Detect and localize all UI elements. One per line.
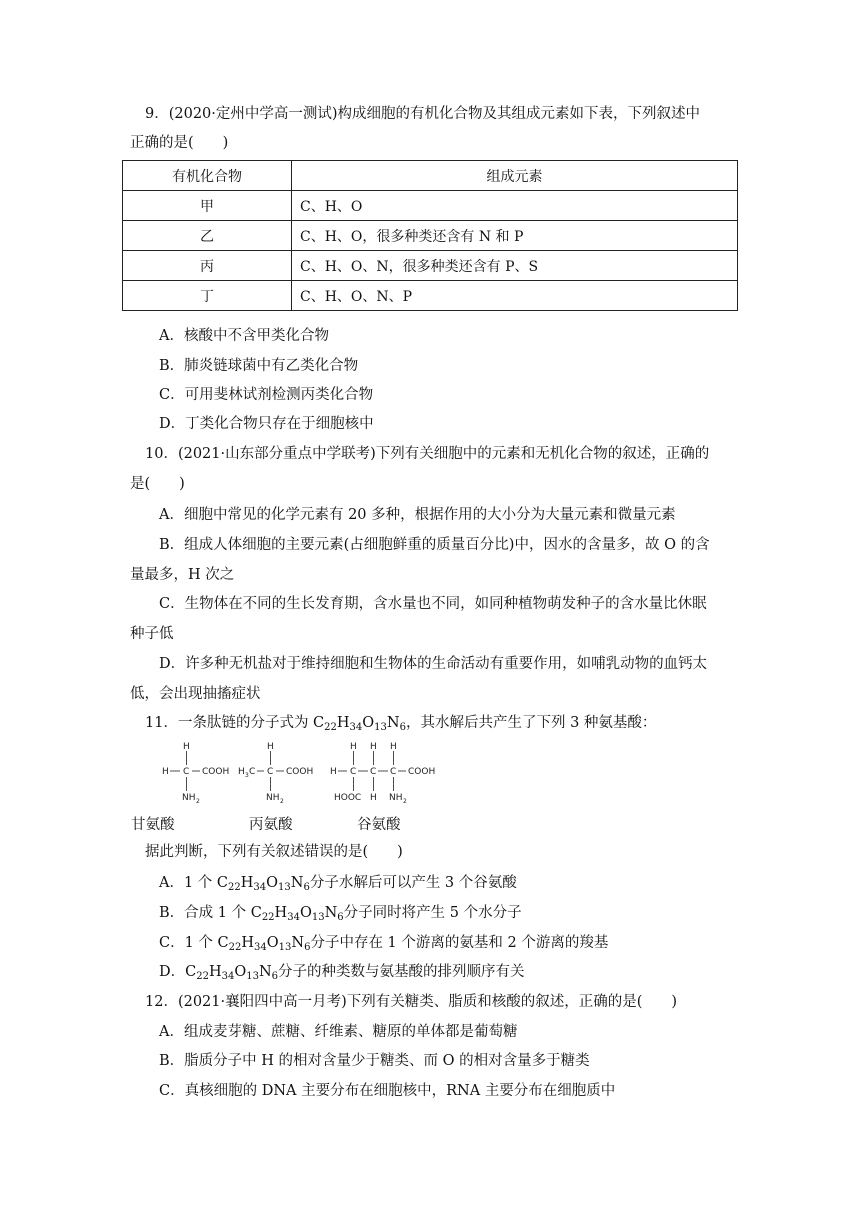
struct-label-nh: NH: [182, 793, 196, 803]
q11-stem-post: ，其水解后共产生了下列 3 种氨基酸：: [405, 715, 657, 731]
q12-option-b: B．脂质分子中 H 的相对含量少于糖类、而 O 的相对含量多于糖类: [159, 1053, 590, 1069]
q11-stem: [145, 713, 656, 733]
formula-sub: 34: [254, 942, 267, 953]
formula-sub: 6: [304, 942, 311, 953]
option-a-post: 分子水解后可以产生 3 个谷氨酸: [309, 875, 517, 891]
formula-n-letter: N: [291, 935, 305, 951]
formula-sub: 13: [278, 942, 292, 953]
struct-sub-2: 2: [196, 798, 200, 805]
struct-label-h: H: [162, 767, 169, 777]
struct-label-h: H: [183, 742, 190, 752]
formula-sub: 6: [303, 882, 310, 893]
q12-option-a: A．组成麦芽糖、蔗糖、纤维素、糖原的单体都是葡萄糖: [159, 1024, 518, 1040]
q9-option-c: C．可用斐林试剂检测丙类化合物: [159, 387, 374, 403]
q9-option-a: A．核酸中不含甲类化合物: [159, 328, 329, 344]
q11-option-d: [159, 962, 525, 982]
table-cell-elements: C、H、O、N、P: [292, 281, 738, 311]
formula-o-letter: O: [299, 905, 312, 921]
formula-o-letter: O: [266, 935, 279, 951]
table-header-row: [123, 161, 738, 191]
option-c-pre: C．1 个 C: [159, 935, 229, 951]
alanine-structure: [236, 740, 320, 809]
q11-option-c: [159, 933, 608, 953]
q10-stem-line-2: 是( ): [130, 476, 185, 492]
elements-table: [122, 160, 738, 311]
formula-sub: 13: [311, 912, 325, 923]
q12-option-c: C．真核细胞的 DNA 主要分布在细胞核中，RNA 主要分布在细胞质中: [159, 1083, 616, 1099]
table-row: [123, 251, 738, 281]
formula-n-letter: N: [258, 964, 272, 980]
formula-sub: 6: [271, 971, 279, 982]
q9-option-d: D．丁类化合物只存在于细胞核中: [159, 416, 374, 432]
glycine-structure: [160, 740, 240, 809]
glutamic-acid-structure: [328, 740, 440, 809]
q10-option-c-line-1: C．生物体在不同的生长发育期，含水量也不同，如同种植物萌发种子的含水量比休眠: [159, 596, 707, 612]
option-b-post: 分子同时将产生 5 个水分子: [343, 905, 522, 921]
table-cell-compound: 乙: [123, 221, 292, 251]
formula-o-count: 13: [374, 722, 387, 733]
struct-label-nh: NH: [389, 793, 403, 803]
option-d-pre: D．C: [159, 964, 197, 980]
q9-stem-line-2: 正确的是( ): [130, 135, 229, 151]
q10-stem-line-1: 10．(2021·山东部分重点中学联考)下列有关细胞中的元素和无机化合物的叙述，正确的: [145, 446, 710, 462]
struct-label-h: H: [370, 742, 377, 752]
struct-label-c: C: [390, 767, 397, 777]
formula-h-letter: H: [241, 935, 255, 951]
struct-label-cooh: COOH: [286, 767, 314, 777]
q9-option-b: B．肺炎链球菌中有乙类化合物: [159, 358, 359, 374]
struct-label-h: H: [330, 767, 337, 777]
formula-sub: 34: [253, 882, 267, 893]
formula-c-count: 22: [324, 722, 337, 733]
table-cell-elements: C、H、O、N，很多种类还含有 P、S: [292, 251, 738, 281]
formula-sub: 13: [246, 971, 259, 982]
table-cell-compound: 丁: [123, 281, 292, 311]
table-row: [123, 191, 738, 221]
struct-label-c: C: [183, 767, 190, 777]
struct-label-h: H: [350, 742, 357, 752]
table-cell-elements: C、H、O，很多种类还含有 N 和 P: [292, 221, 738, 251]
q10-option-a: A．细胞中常见的化学元素有 20 多种，根据作用的大小分为大量元素和微量元素: [159, 507, 676, 523]
formula-sub: 34: [287, 912, 300, 923]
formula-sub: 22: [196, 971, 209, 982]
formula-o-letter: O: [234, 964, 247, 980]
formula-sub: 13: [278, 882, 291, 893]
q11-stem-pre: 11．一条肽链的分子式为 C: [145, 715, 325, 731]
formula-sub: 34: [221, 971, 235, 982]
table-cell-compound: 甲: [123, 191, 292, 221]
table-cell-elements: C、H、O: [292, 191, 738, 221]
formula-o-letter: O: [362, 715, 375, 731]
option-d-post: 分子的种类数与氨基酸的排列顺序有关: [278, 964, 525, 980]
formula-sub: 6: [337, 912, 344, 923]
struct-label-c: C: [350, 767, 357, 777]
struct-label-h3c: H: [238, 767, 245, 777]
amino-acid-name-glutamic-acid: 谷氨酸: [357, 817, 401, 833]
q10-option-b-line-2: 量最多，H 次之: [130, 567, 235, 583]
struct-label-cooh: COOH: [202, 767, 230, 777]
q10-option-b-line-1: B．组成人体细胞的主要元素(占细胞鲜重的质量百分比)中，因水的含量多，故 O 的含: [159, 537, 710, 553]
table-row: [123, 281, 738, 311]
q9-stem-line-1: 9．(2020·定州中学高一测试)构成细胞的有机化合物及其组成元素如下表，下列叙述中: [145, 106, 701, 122]
formula-h-letter: H: [208, 964, 222, 980]
struct-sub-3: 3: [245, 772, 249, 779]
struct-sub-2: 2: [403, 798, 407, 805]
formula-o-letter: O: [266, 875, 279, 891]
table-cell-compound: 丙: [123, 251, 292, 281]
formula-h-letter: H: [240, 875, 254, 891]
table-row: [123, 221, 738, 251]
struct-label-h: H: [267, 742, 274, 752]
struct-label-c: C: [370, 767, 377, 777]
q10-option-c-line-2: 种子低: [130, 626, 174, 642]
formula-n-letter: N: [386, 715, 400, 731]
struct-label-h: H: [390, 742, 397, 752]
formula-n-letter: N: [324, 905, 338, 921]
q11-option-a: [159, 873, 517, 893]
q11-option-b: [159, 903, 522, 923]
table-header-cell: 组成元素: [292, 161, 738, 191]
amino-acid-name-alanine: 丙氨酸: [249, 817, 293, 833]
formula-n-letter: N: [290, 875, 304, 891]
struct-sub-2: 2: [280, 798, 284, 805]
formula-sub: 22: [228, 942, 242, 953]
table-header-cell: 有机化合物: [123, 161, 292, 191]
struct-label-cooh: COOH: [408, 767, 436, 777]
q10-option-d-line-1: D．许多种无机盐对于维持细胞和生物体的生命活动有重要作用，如哺乳动物的血钙太: [159, 656, 708, 672]
formula-sub: 22: [261, 912, 275, 923]
option-c-post: 分子中存在 1 个游离的氨基和 2 个游离的羧基: [310, 935, 609, 951]
formula-h-letter: H: [336, 715, 350, 731]
amino-acid-name-glycine: 甘氨酸: [131, 817, 175, 833]
option-b-pre: B．合成 1 个 C: [159, 905, 262, 921]
q11-judge-line: 据此判断，下列有关叙述错误的是( ): [145, 844, 403, 860]
struct-label-nh: NH: [266, 793, 280, 803]
struct-label-c: C: [249, 767, 256, 777]
struct-label-hooc: HOOC: [334, 793, 362, 803]
formula-n-count: 6: [399, 722, 406, 733]
formula-h-count: 34: [349, 722, 363, 733]
formula-sub: 22: [228, 882, 241, 893]
formula-h-letter: H: [274, 905, 288, 921]
q10-option-d-line-2: 低，会出现抽搐症状: [130, 686, 261, 702]
struct-label-c: C: [267, 767, 274, 777]
q12-stem: 12．(2021·襄阳四中高一月考)下列有关糖类、脂质和核酸的叙述，正确的是( ): [145, 994, 678, 1010]
struct-label-h: H: [370, 793, 377, 803]
option-a-pre: A．1 个 C: [159, 875, 229, 891]
